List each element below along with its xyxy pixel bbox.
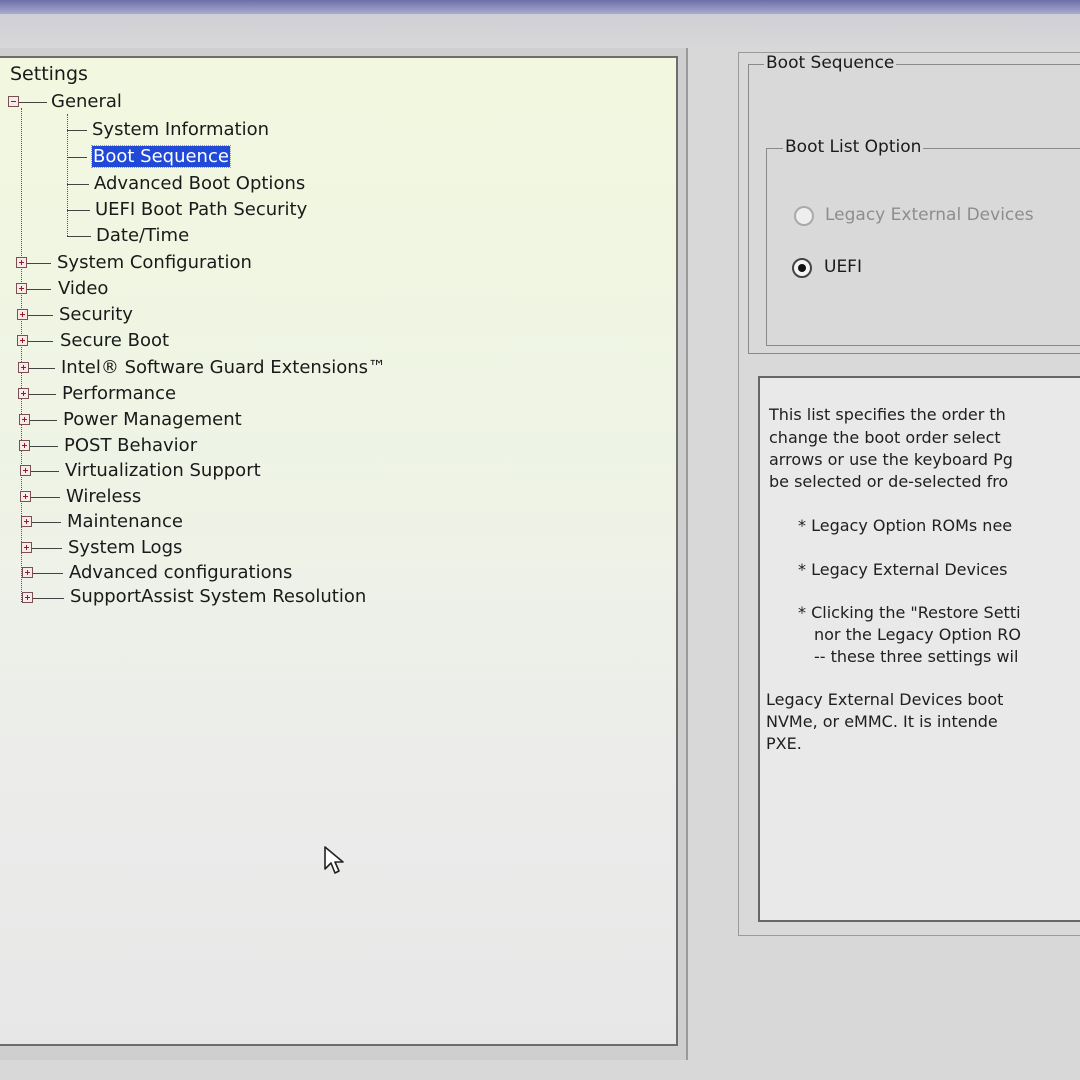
tree-item-secure-boot[interactable]	[60, 330, 169, 352]
tree-item-label: SupportAssist System Resolution	[70, 586, 367, 607]
tree-item-power-management[interactable]	[63, 409, 242, 431]
boot-list-option-group	[766, 148, 1080, 346]
tree-connector	[32, 548, 62, 549]
mouse-pointer-icon	[323, 845, 349, 875]
expand-post-behavior-icon[interactable]	[19, 440, 30, 451]
tree-item-post-behavior[interactable]	[64, 435, 197, 457]
expand-intel-sgx-icon[interactable]	[18, 362, 29, 373]
legacy-external-devices-radio[interactable]	[794, 206, 814, 226]
header-strip	[0, 14, 1080, 48]
tree-connector	[67, 210, 90, 211]
expand-system-logs-icon[interactable]	[21, 542, 32, 553]
tree-item-label: Power Management	[63, 409, 242, 430]
tree-item-label: Maintenance	[67, 511, 183, 532]
tree-root-trunk	[21, 108, 22, 602]
expand-maintenance-icon[interactable]	[21, 516, 32, 527]
expand-advanced-configurations-icon[interactable]	[22, 567, 33, 578]
help-line: arrows or use the keyboard Pg	[769, 450, 1013, 469]
tree-item-label: POST Behavior	[64, 435, 198, 456]
tree-item-video[interactable]	[58, 278, 108, 300]
expand-video-icon[interactable]	[16, 283, 27, 294]
tree-item-label: Date/Time	[96, 225, 190, 246]
tree-connector	[67, 157, 87, 158]
tree-item-label: Advanced Boot Options	[94, 173, 306, 194]
tree-item-performance[interactable]	[62, 383, 176, 405]
tree-item-label: Advanced configurations	[69, 562, 293, 583]
tree-connector	[27, 289, 51, 290]
tree-connector	[31, 497, 60, 498]
tree-connector	[28, 315, 53, 316]
tree-connector	[33, 573, 63, 574]
tree-item-label: System Logs	[68, 537, 183, 558]
expand-power-management-icon[interactable]	[19, 414, 30, 425]
tree-connector	[29, 368, 55, 369]
tree-item-boot-sequence[interactable]	[92, 146, 230, 168]
tree-item-label: Virtualization Support	[65, 460, 261, 481]
tree-connector	[27, 263, 51, 264]
help-line: NVMe, or eMMC. It is intende	[766, 712, 998, 731]
tree-item-system-logs[interactable]	[68, 537, 182, 559]
tree-item-label: System Information	[92, 119, 270, 140]
expand-supportassist-icon[interactable]	[22, 592, 33, 603]
tree-item-label: Wireless	[66, 486, 142, 507]
tree-connector	[33, 598, 64, 599]
tree-connector	[67, 130, 87, 131]
tree-item-wireless[interactable]	[66, 486, 141, 508]
help-line: * Legacy External Devices	[798, 560, 1008, 579]
tree-item-label: System Configuration	[57, 252, 252, 273]
help-line: nor the Legacy Option RO	[814, 625, 1021, 644]
tree-item-maintenance[interactable]	[67, 511, 183, 533]
tree-item-label: Secure Boot	[60, 330, 170, 351]
tree-item-supportassist-system-resolution[interactable]	[70, 586, 366, 608]
expand-performance-icon[interactable]	[18, 388, 29, 399]
help-line: * Legacy Option ROMs nee	[798, 516, 1013, 535]
tree-connector	[19, 102, 47, 103]
tree-item-system-information[interactable]	[92, 119, 269, 141]
boot-list-option-title: Boot List Option	[785, 137, 922, 157]
tree-item-label: Performance	[62, 383, 177, 404]
tree-item-label: Boot Sequence	[93, 146, 229, 167]
tree-title: Settings	[10, 63, 88, 85]
tree-item-advanced-configurations[interactable]	[69, 562, 292, 584]
help-line: change the boot order select	[769, 428, 1001, 447]
tree-connector	[28, 341, 53, 342]
help-line: PXE.	[766, 734, 802, 753]
tree-item-virtualization-support[interactable]	[65, 460, 261, 482]
boot-sequence-title: Boot Sequence	[766, 53, 895, 73]
tree-connector	[30, 420, 57, 421]
tree-connector	[30, 446, 58, 447]
legacy-external-devices-label: Legacy External Devices	[825, 205, 1034, 225]
uefi-radio[interactable]	[792, 258, 812, 278]
tree-item-uefi-boot-path-security[interactable]	[95, 199, 307, 221]
help-line: Legacy External Devices boot	[766, 690, 1004, 709]
tree-item-date-time[interactable]	[96, 225, 189, 247]
expand-system-configuration-icon[interactable]	[16, 257, 27, 268]
tree-connector	[31, 471, 59, 472]
collapse-general-icon[interactable]	[8, 96, 19, 107]
expand-virtualization-support-icon[interactable]	[20, 465, 31, 476]
help-line: be selected or de-selected fro	[769, 472, 1009, 491]
expand-secure-boot-icon[interactable]	[17, 335, 28, 346]
tree-item-general[interactable]	[51, 91, 122, 113]
tree-item-label: General	[51, 91, 122, 112]
tree-trunk	[67, 114, 68, 236]
tree-item-label: UEFI Boot Path Security	[95, 199, 308, 220]
window-title-bar	[0, 0, 1080, 14]
expand-wireless-icon[interactable]	[20, 491, 31, 502]
help-line: This list specifies the order th	[769, 405, 1006, 424]
tree-connector	[67, 184, 89, 185]
tree-item-security[interactable]	[59, 304, 133, 326]
uefi-label: UEFI	[824, 257, 862, 277]
tree-item-system-configuration[interactable]	[57, 252, 252, 274]
help-line: -- these three settings wil	[814, 647, 1019, 666]
help-line: * Clicking the "Restore Setti	[798, 603, 1021, 622]
tree-item-advanced-boot-options[interactable]	[94, 173, 305, 195]
tree-connector	[29, 394, 56, 395]
tree-connector	[32, 522, 61, 523]
expand-security-icon[interactable]	[17, 309, 28, 320]
tree-item-intel-sgx[interactable]	[61, 357, 386, 379]
tree-item-label: Video	[58, 278, 109, 299]
tree-item-label: Security	[59, 304, 133, 325]
tree-item-label: Intel® Software Guard Extensions™	[61, 357, 387, 378]
tree-connector	[67, 236, 91, 237]
